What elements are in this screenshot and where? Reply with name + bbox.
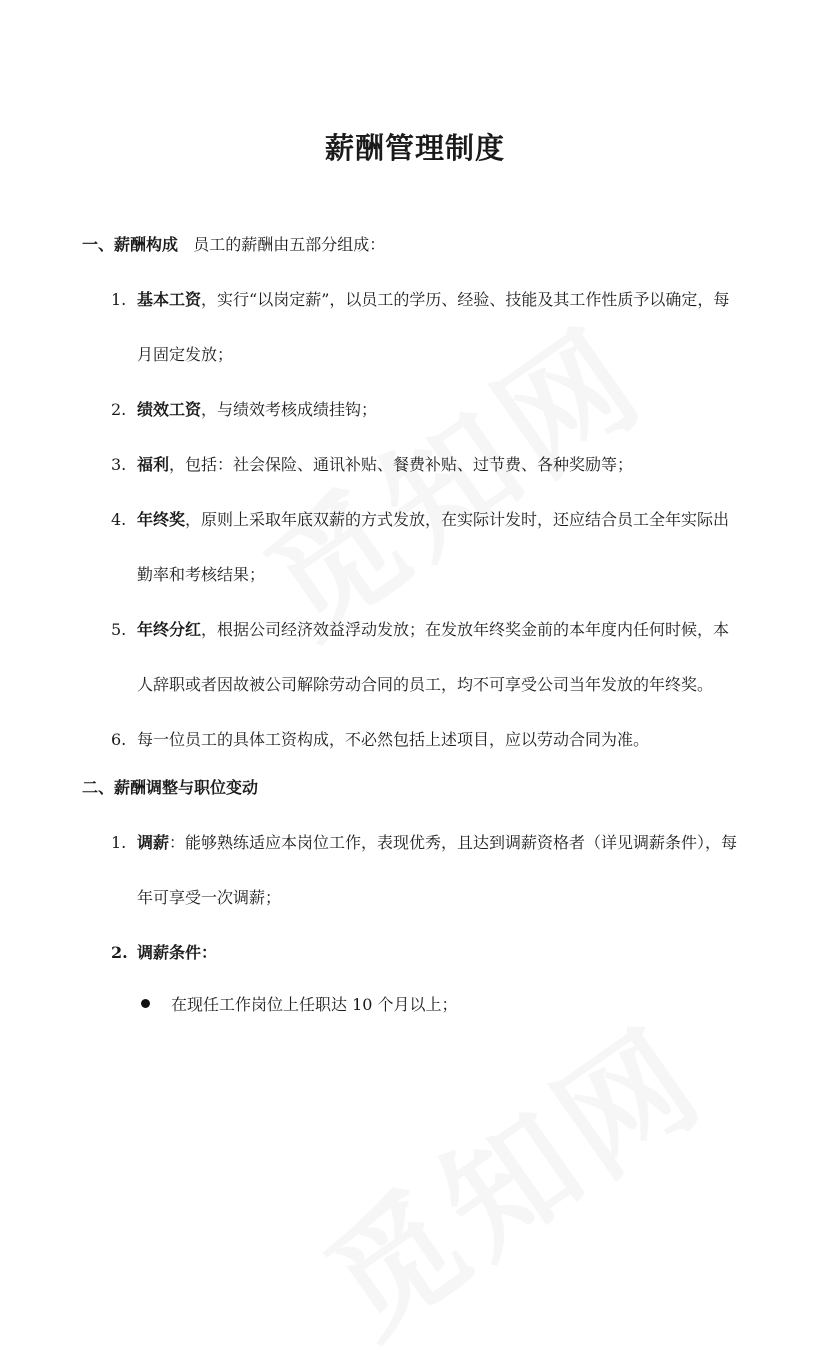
item1-line2: 月固定发放； — [137, 345, 234, 364]
item1-text1: ，实行“以岗定薪”，以员工的学历、经验、技能及其工作性质予以确定，每 — [201, 290, 730, 309]
s2-item2-number: 2. — [111, 943, 128, 962]
item6-line1: 每一位员工的具体工资构成，不必然包括上述项目，应以劳动合同为准。 — [137, 730, 650, 749]
section2-heading-line — [82, 777, 258, 799]
s2-item1-line1 — [137, 832, 737, 854]
item3-number: 3. — [111, 455, 127, 474]
item3-line1 — [137, 454, 633, 476]
item5-line1 — [137, 619, 729, 641]
s2-item1-number: 1. — [111, 833, 127, 852]
item2-term: 绩效工资 — [137, 400, 202, 419]
item4-text1: ，原则上采取年底双薪的方式发放，在实际计发时，还应结合员工全年实际出 — [185, 510, 730, 529]
item6-number: 6. — [111, 730, 127, 749]
section1-heading: 一、薪酬构成 — [82, 235, 179, 254]
item3-term: 福利 — [137, 455, 170, 474]
item2-number: 2. — [111, 400, 127, 419]
item5-line2: 人辞职或者因故被公司解除劳动合同的员工，均不可享受公司当年发放的年终奖。 — [137, 675, 714, 694]
item4-line2: 勤率和考核结果； — [137, 565, 266, 584]
section1-heading-line — [82, 234, 385, 256]
item2-line1 — [137, 399, 377, 421]
page-title: 薪酬管理制度 — [324, 131, 505, 165]
s2-item2-line — [137, 942, 217, 964]
section2-heading: 二、薪酬调整与职位变动 — [82, 778, 259, 797]
item4-line1 — [137, 509, 729, 531]
item1-number: 1. — [111, 290, 127, 309]
bullet-dot-icon — [141, 999, 150, 1008]
bullet1-text: 在现任工作岗位上任职达 10 个月以上； — [171, 995, 458, 1014]
item2-text1: ，与绩效考核成绩挂钩； — [201, 400, 378, 419]
item3-text1: ，包括：社会保险、通讯补贴、餐费补贴、过节费、各种奖励等； — [169, 455, 634, 474]
item4-number: 4. — [111, 510, 127, 529]
s2-item1-text1: ：能够熟练适应本岗位工作，表现优秀，且达到调薪资格者（详见调薪条件），每 — [169, 833, 738, 852]
item5-text1: ，根据公司经济效益浮动发放；在发放年终奖金前的本年度内任何时候，本 — [201, 620, 730, 639]
item4-term: 年终奖 — [137, 510, 186, 529]
item1-term: 基本工资 — [137, 290, 202, 309]
section1-intro: 员工的薪酬由五部分组成： — [193, 235, 386, 254]
s2-item2-heading: 调薪条件： — [137, 943, 218, 962]
item1-line1 — [137, 289, 729, 311]
item5-number: 5. — [111, 620, 127, 639]
s2-item1-line2: 年可享受一次调薪； — [137, 888, 282, 907]
s2-item1-term: 调薪 — [137, 833, 170, 852]
item5-term: 年终分红 — [137, 620, 202, 639]
